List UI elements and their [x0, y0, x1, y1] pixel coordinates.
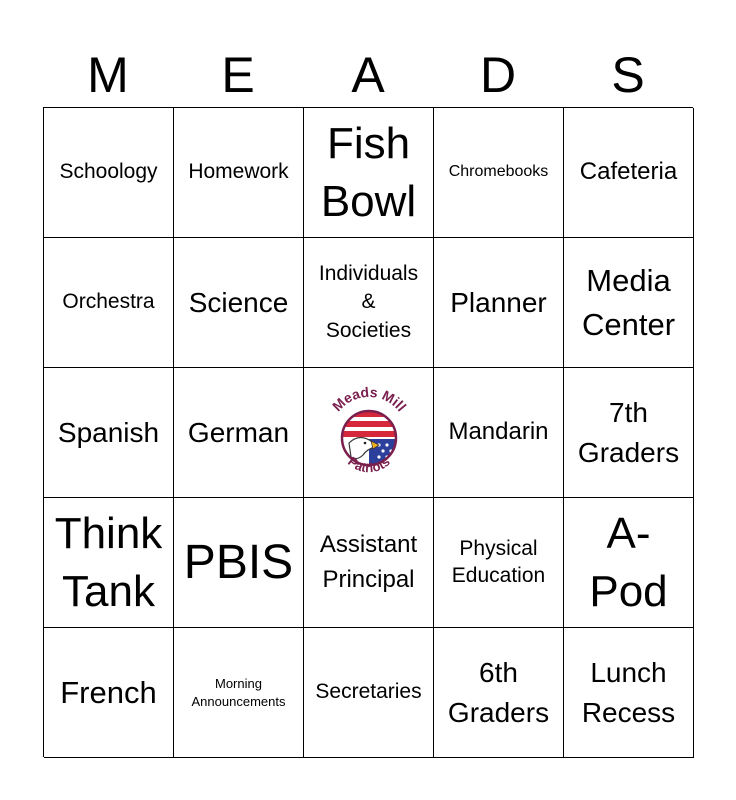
bingo-cell[interactable]	[44, 108, 174, 238]
cell-label: 7th Graders	[577, 397, 680, 468]
cell-label: Secretaries	[315, 680, 422, 704]
cell-label: A- Pod	[589, 509, 668, 616]
bingo-cell[interactable]	[434, 498, 564, 628]
cell-label: Schoology	[59, 160, 158, 184]
header-letter-d: D	[479, 47, 517, 103]
bingo-cell[interactable]	[304, 628, 434, 758]
cell-label: Think Tank	[54, 509, 163, 616]
bingo-cell[interactable]	[174, 368, 304, 498]
cell-label: Homework	[188, 160, 289, 184]
cell-label: Spanish	[57, 416, 160, 448]
cell-label: Fish Bowl	[320, 119, 417, 226]
cell-label: Individuals & Societies	[318, 261, 419, 342]
bingo-cell[interactable]	[174, 628, 304, 758]
header-letter-s: S	[611, 47, 645, 103]
bingo-cell[interactable]	[434, 368, 564, 498]
bingo-cell[interactable]	[564, 628, 694, 758]
bingo-cell[interactable]	[44, 628, 174, 758]
cell-label: Orchestra	[62, 290, 155, 314]
cell-label: Science	[188, 286, 289, 318]
logo-text-bottom: Patriots	[344, 453, 393, 475]
bingo-cell[interactable]	[434, 628, 564, 758]
cell-label: French	[60, 674, 157, 710]
bingo-cell[interactable]	[434, 108, 564, 238]
bingo-cell[interactable]	[44, 238, 174, 368]
cell-label: PBIS	[183, 535, 294, 589]
bingo-board	[43, 107, 693, 757]
header-letter-a: A	[351, 47, 385, 103]
bingo-cell[interactable]	[174, 108, 304, 238]
cell-label: German	[187, 416, 290, 448]
logo-text-top: Meads Mill	[328, 383, 410, 414]
meads-mill-patriots-logo	[319, 383, 419, 483]
bingo-cell[interactable]	[434, 238, 564, 368]
bingo-cell[interactable]	[304, 238, 434, 368]
bingo-cell[interactable]	[564, 108, 694, 238]
bingo-cell[interactable]	[304, 498, 434, 628]
header-letter-e: E	[221, 47, 255, 103]
cell-label: Planner	[450, 286, 547, 318]
header-letter-m: M	[87, 47, 129, 103]
bingo-cell[interactable]	[174, 238, 304, 368]
cell-label: Mandarin	[448, 418, 549, 446]
cell-label: Physical Education	[451, 537, 546, 587]
bingo-header	[43, 44, 693, 106]
cell-label: Assistant Principal	[319, 530, 418, 593]
bingo-cell[interactable]	[174, 498, 304, 628]
bingo-cell[interactable]	[564, 498, 694, 628]
bingo-cell[interactable]	[304, 108, 434, 238]
cell-label: 6th Graders	[447, 657, 550, 728]
bingo-cell[interactable]	[44, 368, 174, 498]
cell-label: Lunch Recess	[581, 657, 676, 728]
cell-label: Morning Announcements	[191, 675, 286, 709]
cell-label: Cafeteria	[579, 158, 678, 186]
cell-label: Media Center	[581, 263, 676, 342]
free-space[interactable]	[304, 368, 434, 498]
bingo-cell[interactable]	[564, 238, 694, 368]
bingo-cell[interactable]	[44, 498, 174, 628]
bingo-cell[interactable]	[564, 368, 694, 498]
cell-label: Chromebooks	[448, 163, 549, 181]
